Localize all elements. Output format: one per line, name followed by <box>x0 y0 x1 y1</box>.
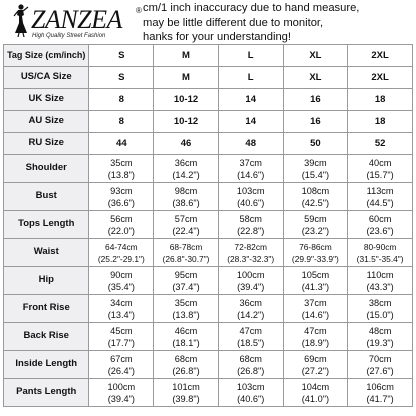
cm-value: 47cm <box>239 325 262 336</box>
cm-value: 64-74cm <box>105 241 138 252</box>
measurement-row <box>4 267 413 295</box>
inch-value: (26.8"-30.7") <box>162 253 210 264</box>
size-cell: 18 <box>348 89 413 111</box>
inch-value: (41.3") <box>301 281 330 292</box>
cm-value: 90cm <box>110 269 133 280</box>
cm-value: 106cm <box>366 381 394 392</box>
brand-name: ZANZEA <box>31 5 122 34</box>
inch-value: (14.6") <box>301 309 330 320</box>
inch-value: (41.0") <box>301 393 330 404</box>
inch-value: (14.2") <box>172 169 200 180</box>
size-cell: XL <box>283 67 348 89</box>
size-cell: 18 <box>348 111 413 133</box>
inch-value: (41.7") <box>366 393 394 404</box>
cm-value: 37cm <box>304 297 327 308</box>
measurement-cell <box>89 351 154 379</box>
size-cell: 8 <box>89 111 154 133</box>
cm-value: 46cm <box>174 325 198 336</box>
measurement-cell <box>283 211 348 239</box>
size-row <box>4 111 413 133</box>
inch-value: (15.4") <box>301 169 330 180</box>
size-row <box>4 67 413 89</box>
cm-value: 76-86cm <box>299 241 332 252</box>
cm-value: 57cm <box>174 213 198 224</box>
size-cell: 14 <box>218 111 283 133</box>
inch-value: (25.2"-29.1") <box>97 253 145 264</box>
cm-value: 68-78cm <box>169 241 203 252</box>
inch-value: (43.3") <box>366 281 394 292</box>
inch-value: (19.3") <box>366 337 394 348</box>
size-cell: S <box>89 67 154 89</box>
brand-tagline: High Quality Street Fashion <box>32 33 106 39</box>
measurement-cell <box>283 295 348 323</box>
brand-logo <box>10 2 140 42</box>
inch-value: (28.3"-32.3") <box>227 253 275 264</box>
inch-value: (27.2") <box>301 365 330 376</box>
inch-value: (22.4") <box>172 225 200 236</box>
notice-line: hanks for your understanding! <box>143 31 292 43</box>
cm-value: 39cm <box>304 157 327 168</box>
size-cell: 16 <box>283 89 348 111</box>
inch-value: (15.0") <box>366 309 394 320</box>
size-chart-table <box>3 44 413 407</box>
cm-value: 69cm <box>304 353 327 364</box>
cm-value: 103cm <box>236 381 265 392</box>
cm-value: 108cm <box>301 185 330 196</box>
measurement-cell <box>218 295 283 323</box>
cm-value: 110cm <box>366 269 394 280</box>
measurement-cell <box>348 211 413 239</box>
measurement-cell <box>154 351 219 379</box>
cm-value: 37cm <box>239 157 262 168</box>
inch-value: (35.4") <box>107 281 135 292</box>
cm-value: 103cm <box>236 185 265 196</box>
inch-value: (22.0") <box>107 225 135 236</box>
row-label: US/CA Size <box>4 67 89 89</box>
size-cell: 10-12 <box>154 111 219 133</box>
measurement-cell <box>283 267 348 295</box>
size-cell: 52 <box>348 133 413 155</box>
cm-value: 40cm <box>368 157 392 168</box>
size-header-cell: 2XL <box>348 45 413 67</box>
inch-value: (31.5"-35.4") <box>356 253 404 264</box>
cm-value: 59cm <box>304 213 327 224</box>
measurement-row <box>4 239 413 267</box>
inch-value: (39.4") <box>237 281 265 292</box>
inch-value: (22.8") <box>237 225 265 236</box>
size-cell: M <box>154 67 219 89</box>
notice-line: may be little different due to monitor, <box>143 16 324 29</box>
tag-size-row <box>4 45 413 67</box>
cm-value: 70cm <box>368 353 392 364</box>
measurement-cell <box>283 351 348 379</box>
cm-value: 67cm <box>110 353 133 364</box>
measurement-cell <box>154 183 219 211</box>
inch-value: (26.4") <box>107 365 135 376</box>
measurement-cell <box>218 351 283 379</box>
measurement-cell <box>348 155 413 183</box>
inch-value: (40.6") <box>237 393 265 404</box>
cm-value: 47cm <box>304 325 327 336</box>
row-label: Tag Size (cm/inch) <box>4 45 89 67</box>
measurement-row <box>4 295 413 323</box>
cm-value: 60cm <box>368 213 392 224</box>
measurement-cell <box>89 183 154 211</box>
cm-value: 105cm <box>301 269 330 280</box>
row-label: UK Size <box>4 89 89 111</box>
size-cell: 8 <box>89 89 154 111</box>
cm-value: 68cm <box>174 353 198 364</box>
inch-value: (26.8") <box>237 365 265 376</box>
measurement-row <box>4 183 413 211</box>
measurement-cell <box>154 239 219 267</box>
measurement-cell <box>348 295 413 323</box>
measurement-cell <box>89 295 154 323</box>
registered-mark: ® <box>136 6 142 15</box>
notice-line: cm/1 inch inaccuracy due to hand measure, <box>143 2 360 14</box>
measurement-cell <box>283 239 348 267</box>
size-cell: 44 <box>89 133 154 155</box>
row-label: AU Size <box>4 111 89 133</box>
cm-value: 101cm <box>172 381 200 392</box>
inch-value: (40.6") <box>237 197 265 208</box>
size-row <box>4 133 413 155</box>
inch-value: (23.6") <box>366 225 394 236</box>
row-label: Hip <box>4 267 89 295</box>
size-cell: 50 <box>283 133 348 155</box>
cm-value: 34cm <box>110 297 133 308</box>
inch-value: (27.6") <box>366 365 394 376</box>
measurement-cell <box>154 295 219 323</box>
measurement-cell <box>348 239 413 267</box>
measurement-cell <box>348 267 413 295</box>
measurement-row <box>4 155 413 183</box>
measurement-cell <box>218 239 283 267</box>
cm-value: 56cm <box>110 213 133 224</box>
inch-value: (14.6") <box>237 169 265 180</box>
row-label: Tops Length <box>4 211 89 239</box>
measurement-cell <box>218 211 283 239</box>
measurement-cell <box>89 239 154 267</box>
inch-value: (23.2") <box>301 225 330 236</box>
cm-value: 72-82cm <box>234 241 267 252</box>
cm-value: 58cm <box>239 213 262 224</box>
measurement-cell <box>154 267 219 295</box>
inch-value: (18.5") <box>237 337 265 348</box>
size-header-cell: L <box>218 45 283 67</box>
measurement-cell <box>283 323 348 351</box>
measurement-cell <box>89 379 154 407</box>
cm-value: 95cm <box>174 269 198 280</box>
size-header-cell: XL <box>283 45 348 67</box>
measurement-cell <box>348 183 413 211</box>
cm-value: 48cm <box>368 325 392 336</box>
cm-value: 100cm <box>236 269 265 280</box>
cm-value: 45cm <box>110 325 133 336</box>
inch-value: (29.9"-33.9") <box>291 253 339 264</box>
measurement-cell <box>348 379 413 407</box>
inch-value: (13.4") <box>107 309 135 320</box>
measurement-cell <box>283 183 348 211</box>
measurement-cell <box>89 323 154 351</box>
cm-value: 68cm <box>239 353 262 364</box>
measurement-cell <box>348 351 413 379</box>
cm-value: 98cm <box>174 185 198 196</box>
row-label: Back Rise <box>4 323 89 351</box>
inch-value: (15.7") <box>366 169 394 180</box>
row-label: Front Rise <box>4 295 89 323</box>
size-cell: 10-12 <box>154 89 219 111</box>
measurement-cell <box>218 183 283 211</box>
measurement-cell <box>89 267 154 295</box>
size-cell: 48 <box>218 133 283 155</box>
cm-value: 38cm <box>368 297 392 308</box>
measurement-row <box>4 379 413 407</box>
cm-value: 80-90cm <box>363 241 397 252</box>
measurement-cell <box>89 211 154 239</box>
cm-value: 100cm <box>107 381 136 392</box>
measurement-cell <box>218 267 283 295</box>
measurement-cell <box>218 323 283 351</box>
size-cell: 2XL <box>348 67 413 89</box>
cm-value: 93cm <box>110 185 133 196</box>
header <box>0 0 416 44</box>
row-label: Shoulder <box>4 155 89 183</box>
size-header-cell: S <box>89 45 154 67</box>
measurement-cell <box>154 211 219 239</box>
inch-value: (13.8") <box>172 309 200 320</box>
cm-value: 113cm <box>366 185 394 196</box>
measurement-cell <box>348 323 413 351</box>
row-label: RU Size <box>4 133 89 155</box>
size-cell: L <box>218 67 283 89</box>
inch-value: (18.1") <box>172 337 200 348</box>
measurement-cell <box>154 379 219 407</box>
row-label: Waist <box>4 239 89 267</box>
row-label: Bust <box>4 183 89 211</box>
measurement-row <box>4 323 413 351</box>
measurement-row <box>4 351 413 379</box>
cm-value: 36cm <box>174 157 198 168</box>
inch-value: (17.7") <box>107 337 135 348</box>
cm-value: 104cm <box>301 381 330 392</box>
measurement-cell <box>218 155 283 183</box>
cm-value: 35cm <box>110 157 133 168</box>
inch-value: (39.4") <box>107 393 135 404</box>
inch-value: (38.6") <box>172 197 200 208</box>
size-cell: 16 <box>283 111 348 133</box>
inch-value: (18.9") <box>301 337 330 348</box>
cm-value: 36cm <box>239 297 262 308</box>
size-cell: 46 <box>154 133 219 155</box>
inch-value: (44.5") <box>366 197 394 208</box>
row-label: Inside Length <box>4 351 89 379</box>
size-header-cell: M <box>154 45 219 67</box>
fashion-figure-icon <box>10 3 30 37</box>
measurement-cell <box>154 155 219 183</box>
inch-value: (37.4") <box>172 281 200 292</box>
measurement-row <box>4 211 413 239</box>
inch-value: (14.2") <box>237 309 265 320</box>
size-cell: 14 <box>218 89 283 111</box>
measurement-cell <box>283 379 348 407</box>
inch-value: (42.5") <box>301 197 330 208</box>
inch-value: (26.8") <box>172 365 200 376</box>
measurement-notice <box>143 1 415 45</box>
measurement-cell <box>218 379 283 407</box>
measurement-cell <box>89 155 154 183</box>
inch-value: (13.8") <box>107 169 135 180</box>
row-label: Pants Length <box>4 379 89 407</box>
cm-value: 35cm <box>174 297 198 308</box>
measurement-cell <box>283 155 348 183</box>
size-row <box>4 89 413 111</box>
measurement-cell <box>154 323 219 351</box>
inch-value: (39.8") <box>172 393 200 404</box>
inch-value: (36.6") <box>107 197 135 208</box>
